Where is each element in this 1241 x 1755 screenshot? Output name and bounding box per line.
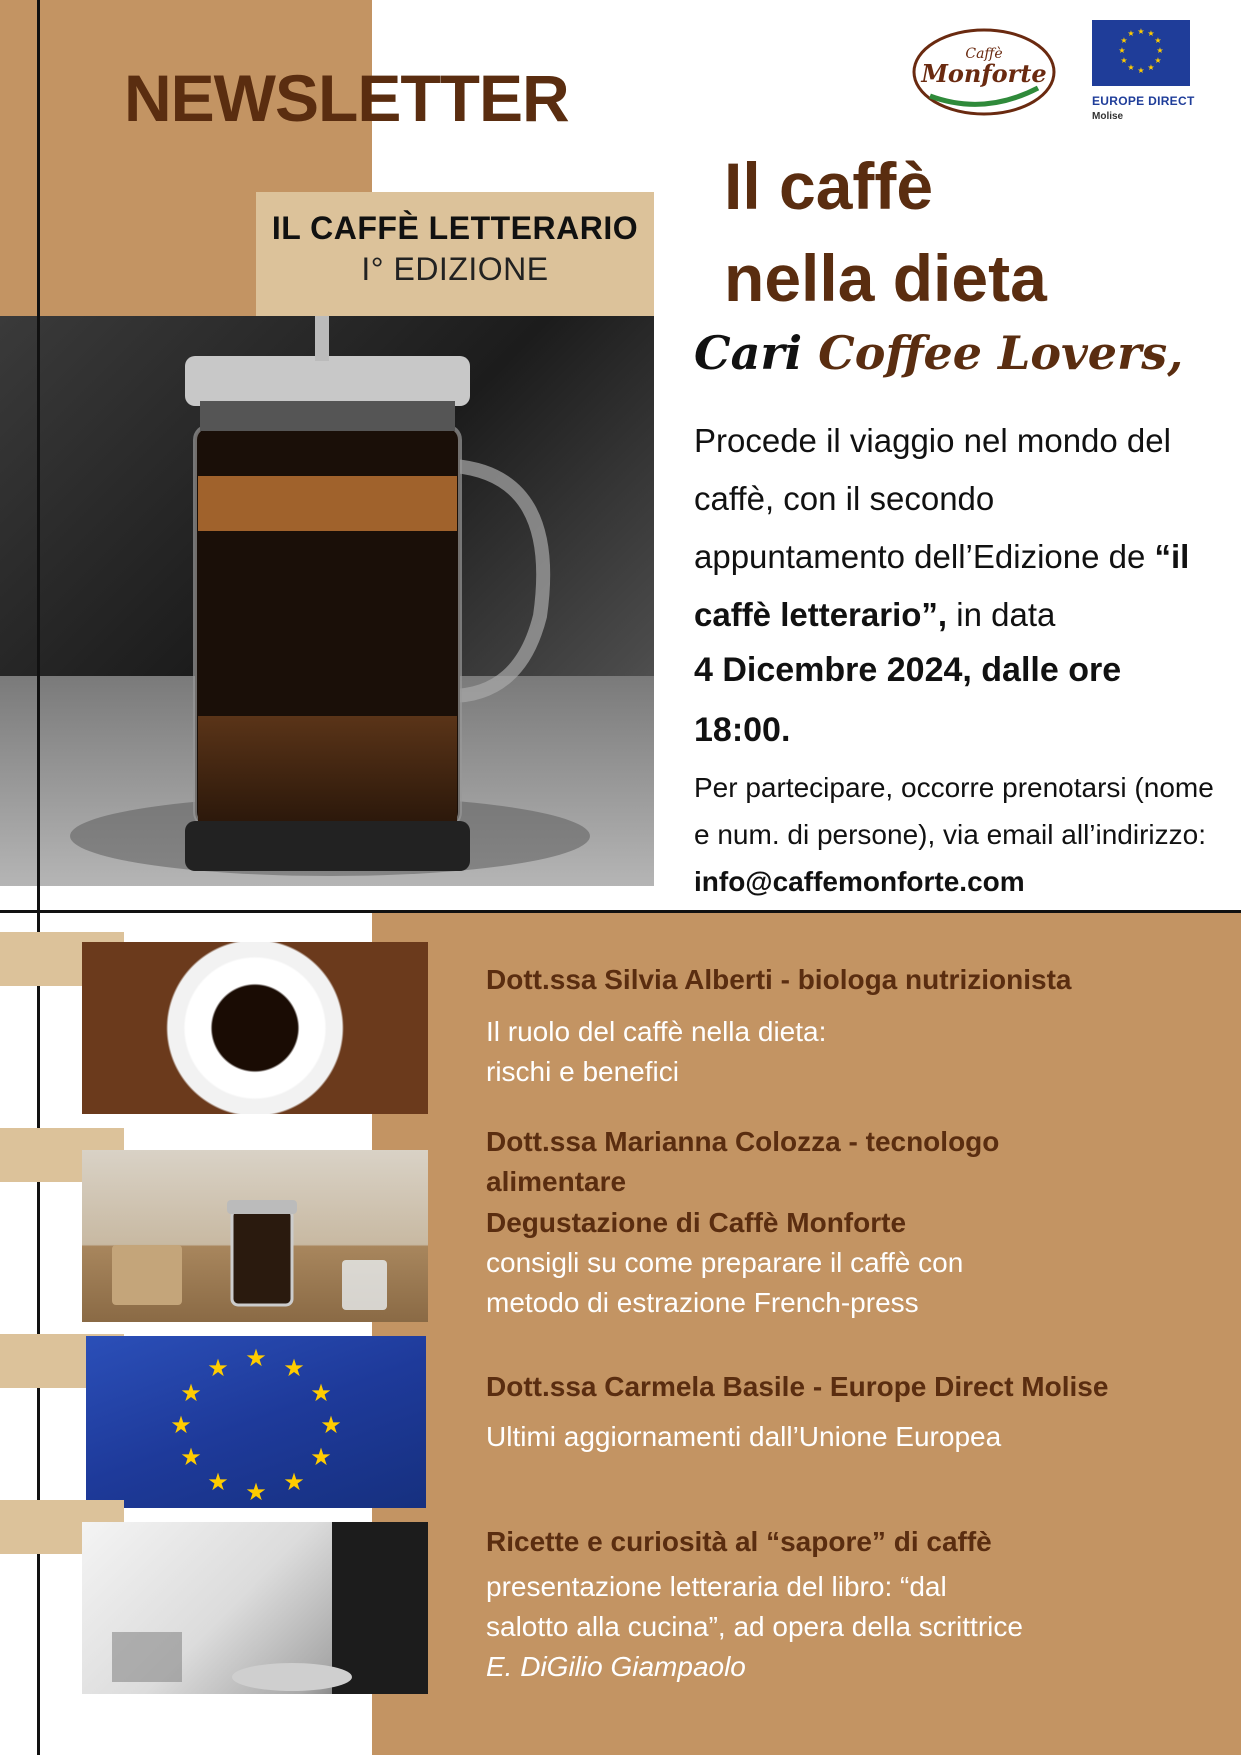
event-date: 4 Dicembre 2024, dalle ore 18:00. [694,651,1122,749]
booking-text: Per partecipare, occorre prenotarsi (nome e num. di persone), via email all’indirizzo: [694,772,1214,850]
vertical-divider [37,0,40,1755]
agenda-2-speaker-line2: alimentare [486,1166,627,1197]
agenda-1-topic-line2: rischi e benefici [486,1056,679,1087]
intro-text: Procede il viaggio nel mondo del caffè, con il secondo appuntamento dell’Edizione de [694,422,1171,575]
svg-text:★: ★ [283,1468,305,1496]
booking-info [694,764,1234,905]
svg-text:★: ★ [1120,36,1128,45]
svg-text:★: ★ [1147,29,1155,38]
svg-text:★: ★ [180,1379,202,1407]
svg-text:★: ★ [245,1478,267,1506]
eu-flag-logo [1092,20,1190,86]
svg-text:★: ★ [1154,36,1162,45]
caffe-monforte-logo [910,26,1058,118]
french-press-hands-photo [82,1150,428,1322]
svg-text:★: ★ [1120,56,1128,65]
agenda-4-topic-line1: presentazione letteraria del libro: “dal [486,1571,947,1602]
svg-text:★: ★ [1147,63,1155,72]
agenda-4-title: Ricette e curiosità al “sapore” di caffè [486,1526,992,1557]
svg-text:★: ★ [283,1354,305,1382]
greeting [694,326,1183,380]
svg-text:★: ★ [1127,29,1135,38]
agenda-1-topic-line1: Il ruolo del caffè nella dieta: [486,1016,827,1047]
svg-text:★: ★ [207,1354,229,1382]
agenda-2-topic-line2: metodo di estrazione French-press [486,1287,919,1318]
agenda-1-speaker: Dott.ssa Silvia Alberti - biologa nutrizionista [486,964,1072,995]
svg-text:★: ★ [1137,27,1145,36]
europe-direct-label: EUROPE DIRECT [1092,94,1195,108]
svg-text:★: ★ [207,1468,229,1496]
eu-flag-photo [86,1336,426,1508]
svg-text:Caffè: Caffè [965,46,1003,62]
cooking-photo [82,1522,428,1694]
svg-text:★: ★ [310,1443,332,1471]
main-title-line1: Il caffè [724,149,934,223]
agenda-4-author-name: E. DiGilio Giampaolo [486,1651,746,1682]
agenda-2-speaker-line1: Dott.ssa Marianna Colozza - tecnologo [486,1126,1000,1157]
edition-number: I° EDIZIONE [361,251,549,287]
agenda-3-speaker: Dott.ssa Carmela Basile - Europe Direct Molise [486,1371,1109,1402]
french-press-illustration [0,316,654,886]
agenda-2-activity: Degustazione di Caffè Monforte [486,1207,907,1238]
svg-text:★: ★ [245,1344,267,1372]
edition-box [256,192,654,316]
horizontal-divider [0,910,1241,913]
main-title [724,140,1047,324]
edition-title: IL CAFFÈ LETTERARIO [271,210,639,246]
svg-text:★: ★ [1154,56,1162,65]
svg-text:★: ★ [1118,46,1126,55]
intro-paragraph [694,412,1214,644]
intro-text-tail: in data [947,596,1056,633]
svg-text:★: ★ [320,1411,342,1439]
greeting-audience: Coffee Lovers, [818,326,1184,380]
main-title-line2: nella dieta [724,241,1047,315]
intro-event-name: “il caffè letterario”, [694,538,1190,633]
svg-text:★: ★ [1127,63,1135,72]
coffee-cup-photo [82,942,428,1114]
svg-text:★: ★ [170,1411,192,1439]
french-press-photo [0,316,654,886]
booking-email-link[interactable]: info@caffemonforte.com [694,866,1025,897]
svg-text:★: ★ [1156,46,1164,55]
europe-direct-region: Molise [1092,111,1124,122]
svg-text:★: ★ [310,1379,332,1407]
agenda-4-author [486,1647,1216,1687]
greeting-salutation: Cari [694,326,819,380]
newsletter-heading: NEWSLETTER [124,61,569,135]
agenda-4-topic-line2: salotto alla cucina”, ad opera della scrittrice [486,1611,1023,1642]
svg-text:★: ★ [180,1443,202,1471]
svg-text:Monforte: Monforte [921,59,1047,88]
agenda-3-topic: Ultimi aggiornamenti dall’Unione Europea [486,1421,1002,1452]
svg-text:★: ★ [1137,66,1145,75]
agenda-2-topic-line1: consigli su come preparare il caffè con [486,1247,964,1278]
